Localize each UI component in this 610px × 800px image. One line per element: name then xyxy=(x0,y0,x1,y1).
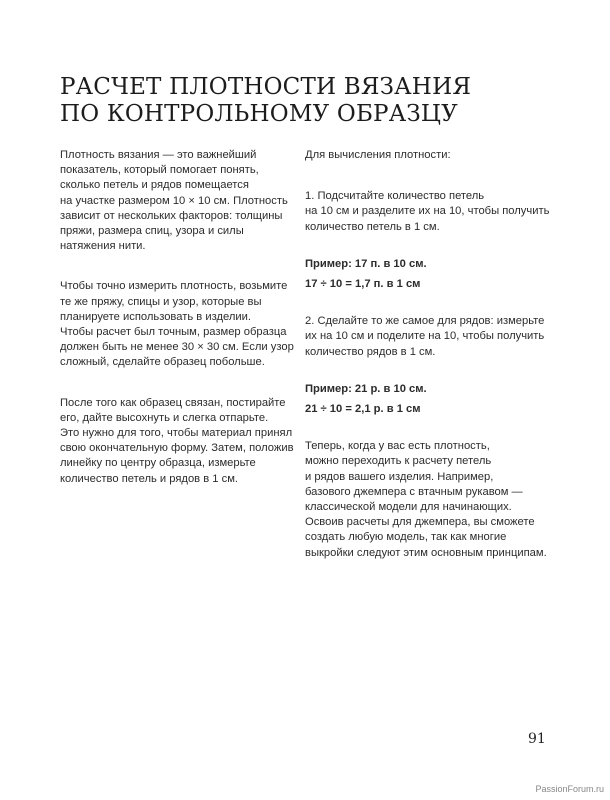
text-line: на 10 см и разделите их на 10, чтобы получить xyxy=(305,205,550,218)
title-line-1: РАСЧЕТ ПЛОТНОСТИ ВЯЗАНИЯ xyxy=(60,74,472,100)
title-line-2: ПО КОНТРОЛЬНОМУ ОБРАЗЦУ xyxy=(60,101,458,127)
paragraph-sample-prep xyxy=(60,396,294,487)
text-line: Это нужно для того, чтобы материал принял xyxy=(60,427,293,440)
paragraph-gauge-definition xyxy=(60,148,288,254)
text-line: создать любую модель, так как многие xyxy=(305,531,507,544)
page-title xyxy=(60,74,471,128)
paragraph-step-1 xyxy=(305,189,550,235)
page-number: 91 xyxy=(528,731,546,747)
text-line: на участке размером 10 × 10 см. Плотность xyxy=(60,194,288,207)
watermark: PassionForum.ru xyxy=(535,784,604,794)
example-2-calc: 21 ÷ 10 = 2,1 р. в 1 см xyxy=(305,403,421,416)
right-column xyxy=(305,148,550,561)
text-line: Освоив расчеты для джемпера, вы сможете xyxy=(305,516,535,529)
text-line: количество рядов в 1 см. xyxy=(305,345,436,358)
text-line: базового джемпера с втачным рукавом — xyxy=(305,485,523,498)
example-2-label: Пример: 21 р. в 10 см. xyxy=(305,382,427,395)
example-1-calc: 17 ÷ 10 = 1,7 п. в 1 см xyxy=(305,278,421,291)
paragraph-step-2 xyxy=(305,314,545,360)
text-line: планируете использовать в изделии. xyxy=(60,310,251,323)
text-line: сколько петель и рядов помещается xyxy=(60,179,249,192)
left-column xyxy=(60,148,294,487)
text-line: Плотность вязания — это важнейший xyxy=(60,149,257,161)
example-1-label: Пример: 17 п. в 10 см. xyxy=(305,257,427,270)
text-line: зависит от нескольких факторов: толщины xyxy=(60,209,283,222)
text-line: те же пряжу, спицы и узор, которые вы xyxy=(60,295,262,308)
text-line: его, дайте высохнуть и слегка отпарьте. xyxy=(60,411,269,424)
text-line: Для вычисления плотности: xyxy=(305,149,451,161)
text-line: выкройки следуют этим основным принципам. xyxy=(305,546,547,559)
paragraph-conclusion xyxy=(305,439,545,561)
text-line: Чтобы расчет был точным, размер образца xyxy=(60,326,287,339)
text-line: Чтобы точно измерить плотность, возьмите xyxy=(60,280,288,293)
text-line: количество петель в 1 см. xyxy=(305,220,440,233)
text-line: пряжи, размера спиц, узора и силы xyxy=(60,225,244,238)
text-line: 2. Сделайте то же самое для рядов: измерьте xyxy=(305,315,545,328)
text-line: Теперь, когда у вас есть плотность, xyxy=(305,440,490,453)
text-line: свою окончательную форму. Затем, положив xyxy=(60,442,294,455)
text-line: можно переходить к расчету петель xyxy=(305,455,492,468)
paragraph-intro xyxy=(305,148,545,163)
text-line: должен быть не менее 30 × 30 см. Если узор xyxy=(60,341,294,354)
text-line: и рядов вашего изделия. Например, xyxy=(305,470,494,483)
text-line: их на 10 см и поделите на 10, чтобы получить xyxy=(305,330,545,343)
text-line: количество петель и рядов в 1 см. xyxy=(60,472,238,485)
text-line: После того как образец связан, постирайте xyxy=(60,396,286,409)
text-line: показатель, который помогает понять, xyxy=(60,164,259,177)
text-line: натяжения нити. xyxy=(60,240,146,253)
paragraph-sample-size xyxy=(60,279,294,370)
text-line: классической модели для начинающих. xyxy=(305,501,512,514)
text-line: линейку по центру образца, измерьте xyxy=(60,457,256,470)
text-line: сложный, сделайте образец побольше. xyxy=(60,356,265,369)
text-line: 1. Подсчитайте количество петель xyxy=(305,190,485,203)
